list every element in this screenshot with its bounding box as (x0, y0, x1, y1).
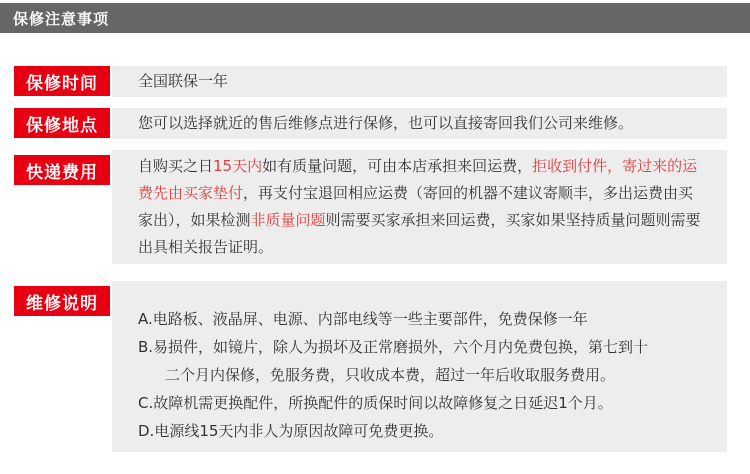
body-text: 您可以选择就近的售后维修点进行保修，也可以直接寄回我们公司来维修。 (138, 114, 634, 132)
row-label-warranty-period: 保修时间 (14, 66, 110, 96)
warranty-notice-page (0, 3, 750, 452)
body-text: 则需要买家承担来回运费，买家如果坚持质量问题则需要出具相关报告证明。 (138, 211, 701, 256)
page-title: 保修注意事项 (13, 9, 110, 28)
note-line: B.易损件，如镜片，除人为损坏及正常磨损外，六个月内免费包换，第七到十 (138, 338, 649, 356)
row-label-shipping-fee: 快递费用 (14, 155, 110, 185)
body-text: 自购买之日 (138, 157, 214, 175)
row-content-shipping-fee (112, 150, 727, 264)
body-text: 全国联保一年 (138, 72, 229, 90)
note-line: D.电源线15天内非人为原因故障可免费更换。 (138, 422, 444, 440)
note-line: C.故障机需更换配件，所换配件的质保时间以故障修复之日延迟1个月。 (138, 394, 613, 412)
highlight-text: 拒收到付件，寄过来的运费先由买家垫付 (138, 157, 698, 202)
warranty-row-warranty-period (14, 66, 727, 97)
warranty-row-shipping-fee (14, 150, 727, 264)
note-line: 二个月内保修，免服务费，只收成本费，超过一年后收取服务费用。 (165, 366, 616, 384)
page-title-bar (0, 3, 750, 33)
row-content-warranty-location (112, 108, 727, 139)
body-text: 如有质量问题，可由本店承担来回运费， (262, 157, 533, 175)
warranty-row-warranty-location (14, 108, 727, 139)
highlight-text: 15天内 (213, 157, 263, 175)
warranty-row-repair-notes (14, 281, 727, 452)
row-label-repair-notes: 维修说明 (14, 286, 110, 316)
row-label-warranty-location: 保修地点 (14, 108, 110, 138)
row-content-warranty-period (112, 66, 727, 97)
warranty-rows (0, 66, 750, 452)
row-content-repair-notes (112, 281, 727, 452)
highlight-text: 非质量问题 (250, 211, 326, 229)
body-text: ，再支付宝退回相应运费（寄回的机器不建议寄顺丰，多出运费由买家出），如果检测 (138, 184, 694, 229)
note-line: A.电路板、液晶屏、电源、内部电线等一些主要部件，免费保修一年 (138, 310, 588, 328)
